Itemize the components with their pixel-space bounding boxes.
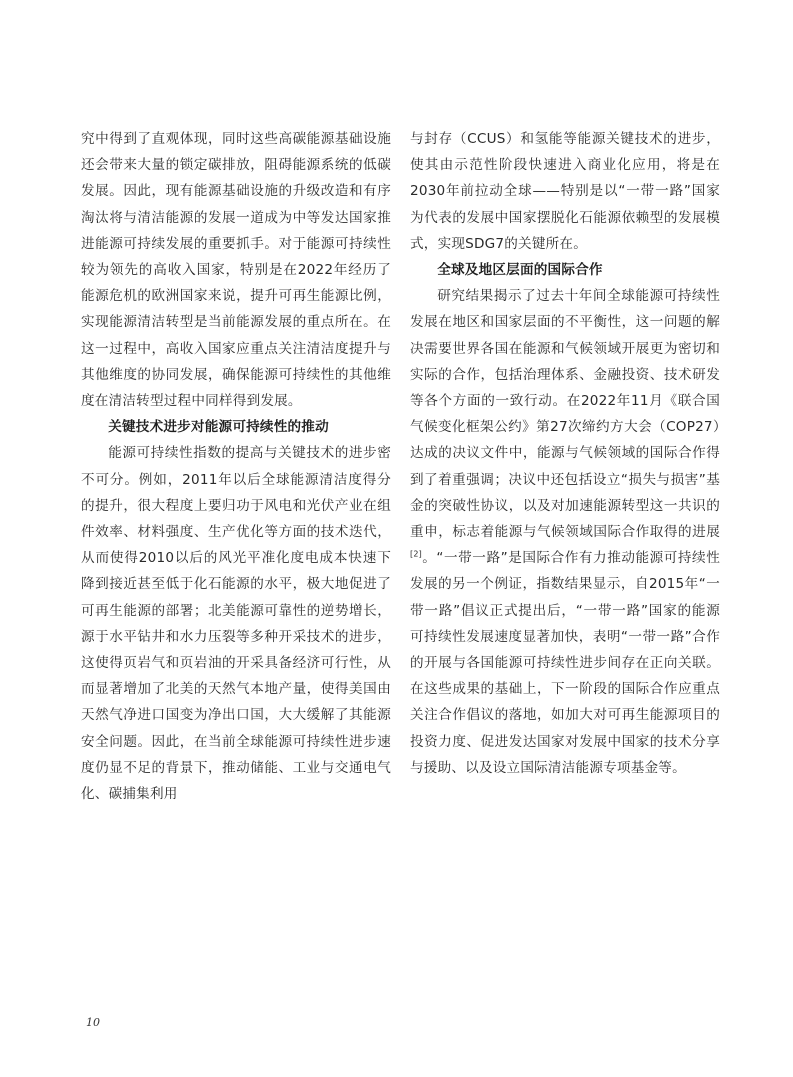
section-heading-international-cooperation: 全球及地区层面的国际合作 (437, 262, 603, 279)
left-column (81, 126, 391, 807)
left-paragraph-2: 能源可持续性指数的提高与关键技术的进步密不可分。例如，2011年以后全球能源清洁度得分的提升，很大程度上要归功于风电和光伏产业在组件效率、材料强度、生产优化等方面的技术迭代，从而使得2010以后的风光平准化度电成本快速下降到接近甚至低于化石能源的水平，极大地促进了可再生能源的部署；北美能源可靠性的逆势增长，源于水平钻井和水力压裂等多种开采技术的进步，这使得页岩气和页岩油的开采具备经济可行性，从而显著增加了北美的天然气本地产量，使得美国由天然气净进口国变为净出口国，大大缓解了其能源安全问题。因此，在当前全球能源可持续性进步速度仍显不足的背景下，推动储能、工业与交通电气化、碳捕集利用 (81, 445, 391, 803)
right-column (410, 126, 720, 781)
right-paragraph-1: 与封存（CCUS）和氢能等能源关键技术的进步，使其由示范性阶段快速进入商业化应用，将是在2030年前拉动全球——特别是以“一带一路”国家为代表的发展中国家摆脱化石能源依赖型的发展模式，实现SDG7的关键所在。 (410, 131, 720, 252)
right-paragraph-2 (410, 283, 720, 781)
page-number: 10 (86, 1016, 100, 1029)
reference-marker: [2] (410, 549, 422, 559)
right-paragraph-2-text-b: 。“一带一路”是国际合作有力推动能源可持续性发展的另一个例证，指数结果显示，自2015年“一带一路”倡议正式提出后，“一带一路”国家的能源可持续性发展速度显著加快，表明“一带一路”合作的开展与各国能源可持续性进步间存在正向关联。在这些成果的基础上，下一阶段的国际合作应重点关注合作倡议的落地，如加大对可再生能源项目的投资力度、促进发达国家对发展中国家的技术分享与援助、以及设立国际清洁能源专项基金等。 (410, 550, 720, 776)
left-paragraph-1: 究中得到了直观体现，同时这些高碳能源基础设施还会带来大量的锁定碳排放，阻碍能源系统的低碳发展。因此，现有能源基础设施的升级改造和有序淘汰将与清洁能源的发展一道成为中等发达国家推进能源可持续发展的重要抓手。对于能源可持续性较为领先的高收入国家，特别是在2022年经历了能源危机的欧洲国家来说，提升可再生能源比例，实现能源清洁转型是当前能源发展的重点所在。在这一过程中，高收入国家应重点关注清洁度提升与其他维度的协同发展，确保能源可持续性的其他维度在清洁转型过程中同样得到发展。 (81, 131, 391, 410)
section-heading-key-technology: 关键技术进步对能源可持续性的推动 (108, 419, 329, 436)
right-paragraph-2-text-a: 研究结果揭示了过去十年间全球能源可持续性发展在地区和国家层面的不平衡性，这一问题的解决需要世界各国在能源和气候领域开展更为密切和实际的合作，包括治理体系、金融投资、技术研发等各个方面的一致行动。在2022年11月《联合国气候变化框架公约》第27次缔约方大会（COP27）达成的决议文件中，能源与气候领域的国际合作得到了着重强调；决议中还包括设立“损失与损害”基金的突破性协议，以及对加速能源转型这一共识的重申，标志着能源与气候领域国际合作取得的进展 (410, 288, 720, 541)
